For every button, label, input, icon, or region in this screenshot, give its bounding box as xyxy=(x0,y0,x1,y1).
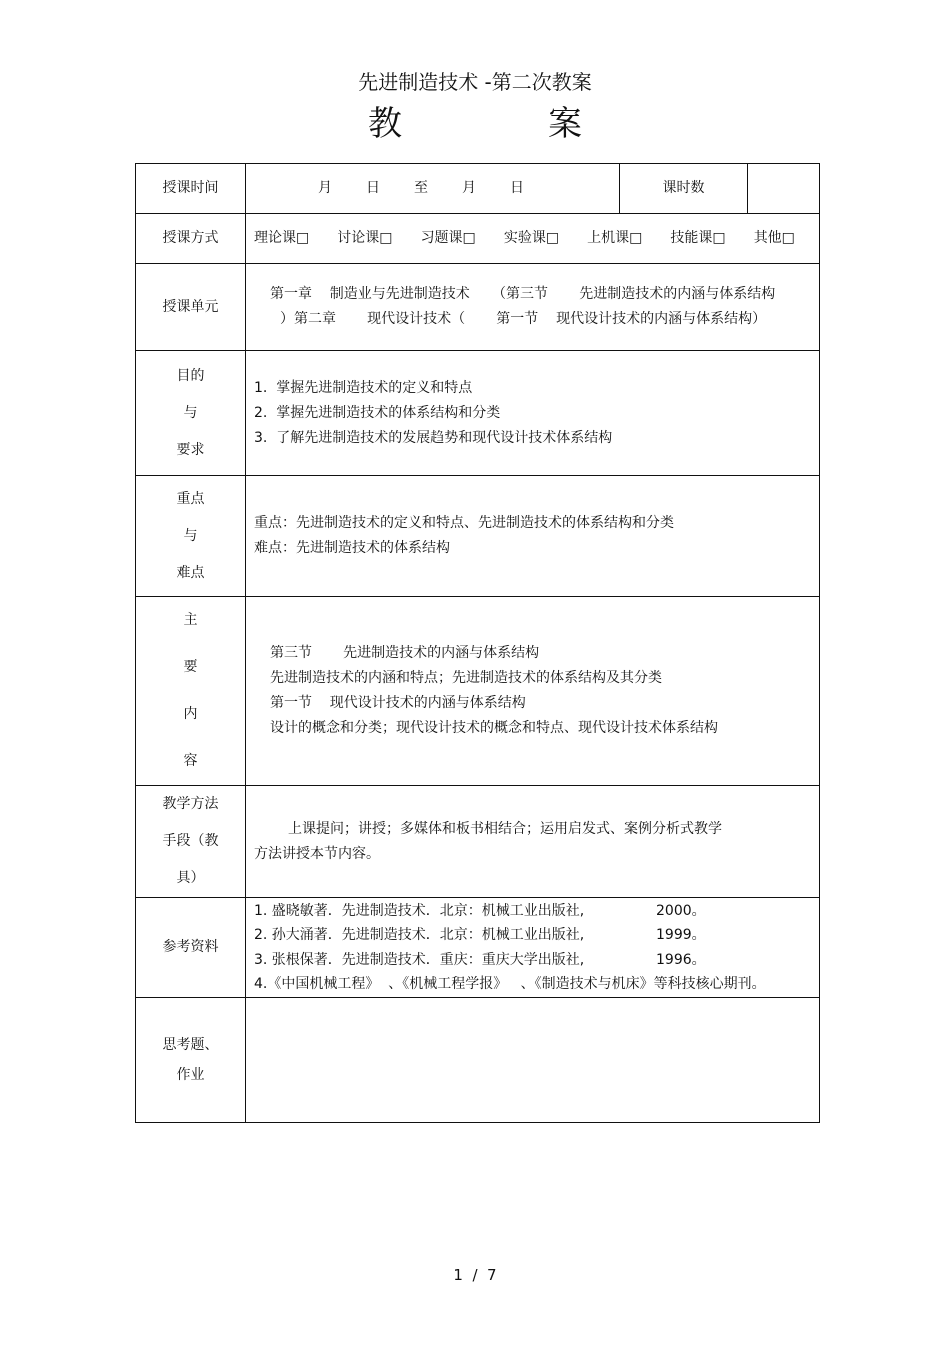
label-teaching-methods-3: 具） xyxy=(176,870,205,886)
reference-item xyxy=(254,972,809,997)
label-homework-2: 作业 xyxy=(176,1067,205,1083)
label-homework-1: 思考题、 xyxy=(162,1037,219,1053)
teaching-mode-options xyxy=(246,214,820,264)
day-end: 日 xyxy=(510,180,524,196)
row-teaching-methods xyxy=(136,786,820,898)
content-line: 第三节 先进制造技术的内涵与体系结构 xyxy=(270,645,540,661)
reference-year: 1996。 xyxy=(656,951,706,968)
label-key-points xyxy=(136,476,246,597)
content-line: 先进制造技术的内涵和特点；先进制造技术的体系结构及其分类 xyxy=(270,670,662,686)
goal-item: 2. 掌握先进制造技术的体系结构和分类 xyxy=(254,404,501,421)
row-teaching-time xyxy=(136,164,820,214)
teaching-unit-content xyxy=(246,264,820,351)
row-main-content xyxy=(136,597,820,786)
option-experiment-checkbox[interactable]: 实验课□ xyxy=(503,230,560,246)
label-teaching-unit: 授课单元 xyxy=(136,264,246,351)
label-class-hours: 课时数 xyxy=(620,164,748,214)
month-end: 月 xyxy=(462,180,476,196)
homework-content[interactable] xyxy=(246,998,820,1123)
class-hours-value[interactable] xyxy=(748,164,820,214)
label-references: 参考资料 xyxy=(136,898,246,998)
option-exercise-checkbox[interactable]: 习题课□ xyxy=(420,230,476,246)
to-word: 至 xyxy=(414,180,428,196)
reference-item xyxy=(254,923,809,948)
label-main-content-2: 要 xyxy=(183,659,198,675)
label-key-points-3: 难点 xyxy=(176,564,205,581)
methods-line-1: 上课提问；讲授；多媒体和板书相结合；运用启发式、案例分析式教学 xyxy=(288,820,722,837)
row-goals xyxy=(136,351,820,476)
label-goals-2: 与 xyxy=(183,404,198,421)
difficulties-text: 难点：先进制造技术的体系结构 xyxy=(254,540,450,556)
label-teaching-methods-1: 教学方法 xyxy=(162,796,219,812)
reference-item xyxy=(254,899,809,924)
label-teaching-methods xyxy=(136,786,246,898)
label-main-content-1: 主 xyxy=(183,612,198,628)
row-teaching-unit xyxy=(136,264,820,351)
label-homework xyxy=(136,998,246,1123)
row-teaching-mode xyxy=(136,214,820,264)
page-header: 先进制造技术 -第二次教案 xyxy=(358,70,592,94)
option-discussion-checkbox[interactable]: 讨论课□ xyxy=(337,230,393,246)
reference-year: 1999。 xyxy=(656,927,706,943)
label-teaching-time: 授课时间 xyxy=(136,164,246,214)
label-main-content xyxy=(136,597,246,786)
label-main-content-3: 内 xyxy=(183,706,198,722)
label-teaching-mode: 授课方式 xyxy=(136,214,246,264)
methods-line-2: 方法讲授本节内容。 xyxy=(254,845,380,862)
key-points-content xyxy=(246,476,820,597)
goal-item: 1. 掌握先进制造技术的定义和特点 xyxy=(254,379,473,396)
option-other-checkbox[interactable]: 其他□ xyxy=(753,230,795,246)
reference-year: 2000。 xyxy=(656,902,706,919)
label-goals-1: 目的 xyxy=(176,367,205,384)
row-references xyxy=(136,898,820,998)
teaching-time-value[interactable] xyxy=(246,164,620,214)
label-goals-3: 要求 xyxy=(176,441,205,458)
option-skill-checkbox[interactable]: 技能课□ xyxy=(670,230,726,246)
teaching-methods-content xyxy=(246,786,820,898)
label-main-content-4: 容 xyxy=(183,753,198,769)
reference-text: 1. 盛晓敏著．先进制造技术．北京：机械工业出版社, xyxy=(254,902,585,919)
main-content-body xyxy=(246,597,820,786)
reference-text: 2. 孙大涌著．先进制造技术．北京：机械工业出版社, xyxy=(254,927,585,943)
title-char-1: 教 xyxy=(368,104,402,144)
content-line: 设计的概念和分类；现代设计技术的概念和特点、现代设计技术体系结构 xyxy=(270,720,718,736)
content-line: 第一节 现代设计技术的内涵与体系结构 xyxy=(270,695,526,711)
page-number: 1 / 7 xyxy=(453,1266,497,1284)
reference-item xyxy=(254,948,809,973)
unit-line-2: ）第二章 现代设计技术（ 第一节 现代设计技术的内涵与体系结构） xyxy=(280,311,767,327)
unit-line-1: 第一章 制造业与先进制造技术 （第三节 先进制造技术的内涵与体系结构 xyxy=(270,286,776,302)
row-key-points xyxy=(136,476,820,597)
label-teaching-methods-2: 手段（教 xyxy=(162,833,219,849)
row-homework xyxy=(136,998,820,1123)
reference-text: 4.《中国机械工程》 、《机械工程学报》 、《制造技术与机床》等科技核心期刊。 xyxy=(254,976,766,992)
reference-text: 3. 张根保著．先进制造技术．重庆：重庆大学出版社, xyxy=(254,951,585,968)
lesson-plan-table xyxy=(135,163,820,1123)
references-content xyxy=(246,898,820,998)
label-key-points-1: 重点 xyxy=(176,490,205,507)
goal-item: 3. 了解先进制造技术的发展趋势和现代设计技术体系结构 xyxy=(254,429,613,446)
option-theory-checkbox[interactable]: 理论课□ xyxy=(254,230,310,246)
day-start: 日 xyxy=(366,180,380,196)
label-goals xyxy=(136,351,246,476)
title-char-2: 案 xyxy=(548,104,582,144)
month-start: 月 xyxy=(318,180,332,196)
label-key-points-2: 与 xyxy=(183,527,198,544)
key-points-text: 重点：先进制造技术的定义和特点、先进制造技术的体系结构和分类 xyxy=(254,515,674,531)
document-title xyxy=(0,102,950,146)
goals-content xyxy=(246,351,820,476)
option-computer-checkbox[interactable]: 上机课□ xyxy=(587,230,643,246)
